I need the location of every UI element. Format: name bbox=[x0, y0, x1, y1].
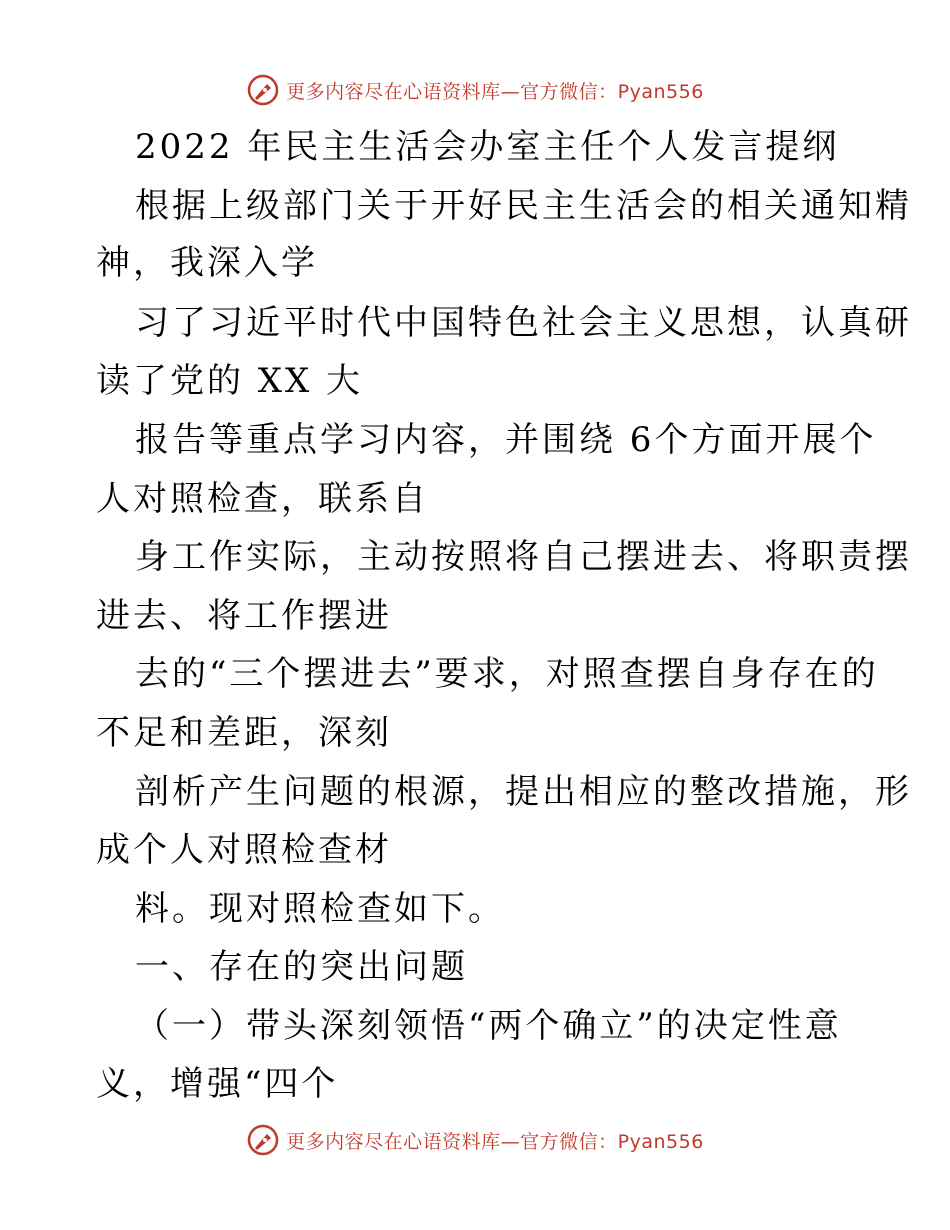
header-banner-text: 更多内容尽在心语资料库—官方微信：Pyan556 bbox=[286, 80, 704, 103]
body-line-13: 料。现对照检查如下。 bbox=[135, 889, 505, 929]
footer-banner bbox=[0, 1120, 950, 1160]
body-line-4: 读了党的 XX 大 bbox=[96, 361, 364, 401]
body-line-7: 身工作实际，主动按照将自己摆进去、将职责摆 bbox=[135, 537, 912, 577]
body-line-8: 进去、将工作摆进 bbox=[96, 596, 392, 636]
body-line-10: 不足和差距，深刻 bbox=[96, 713, 392, 753]
section-heading: 一、存在的突出问题 bbox=[135, 947, 468, 987]
body-line-1: 根据上级部门关于开好民主生活会的相关通知精 bbox=[135, 186, 912, 226]
body-line-16: 义，增强“四个 bbox=[96, 1064, 339, 1104]
body-line-3: 习了习近平时代中国特色社会主义思想，认真研 bbox=[135, 303, 912, 343]
body-line-6: 人对照检查，联系自 bbox=[96, 479, 429, 519]
document-title: 2022 年民主生活会办室主任个人发言提纲 bbox=[135, 127, 840, 167]
pen-nib-logo-icon bbox=[246, 1123, 280, 1157]
body-line-9: 去的“三个摆进去”要求，对照查摆自身存在的 bbox=[135, 654, 879, 694]
subsection-heading: （一）带头深刻领悟“两个确立”的决定性意 bbox=[135, 1006, 842, 1046]
body-line-12: 成个人对照检查材 bbox=[96, 830, 392, 870]
header-banner bbox=[0, 70, 950, 110]
pen-nib-logo-icon bbox=[246, 73, 280, 107]
body-line-11: 剖析产生问题的根源，提出相应的整改措施，形 bbox=[135, 772, 912, 812]
body-line-2: 神，我深入学 bbox=[96, 243, 318, 283]
footer-banner-text: 更多内容尽在心语资料库—官方微信：Pyan556 bbox=[286, 1130, 704, 1153]
body-line-5: 报告等重点学习内容，并围绕 6个方面开展个 bbox=[135, 420, 877, 460]
